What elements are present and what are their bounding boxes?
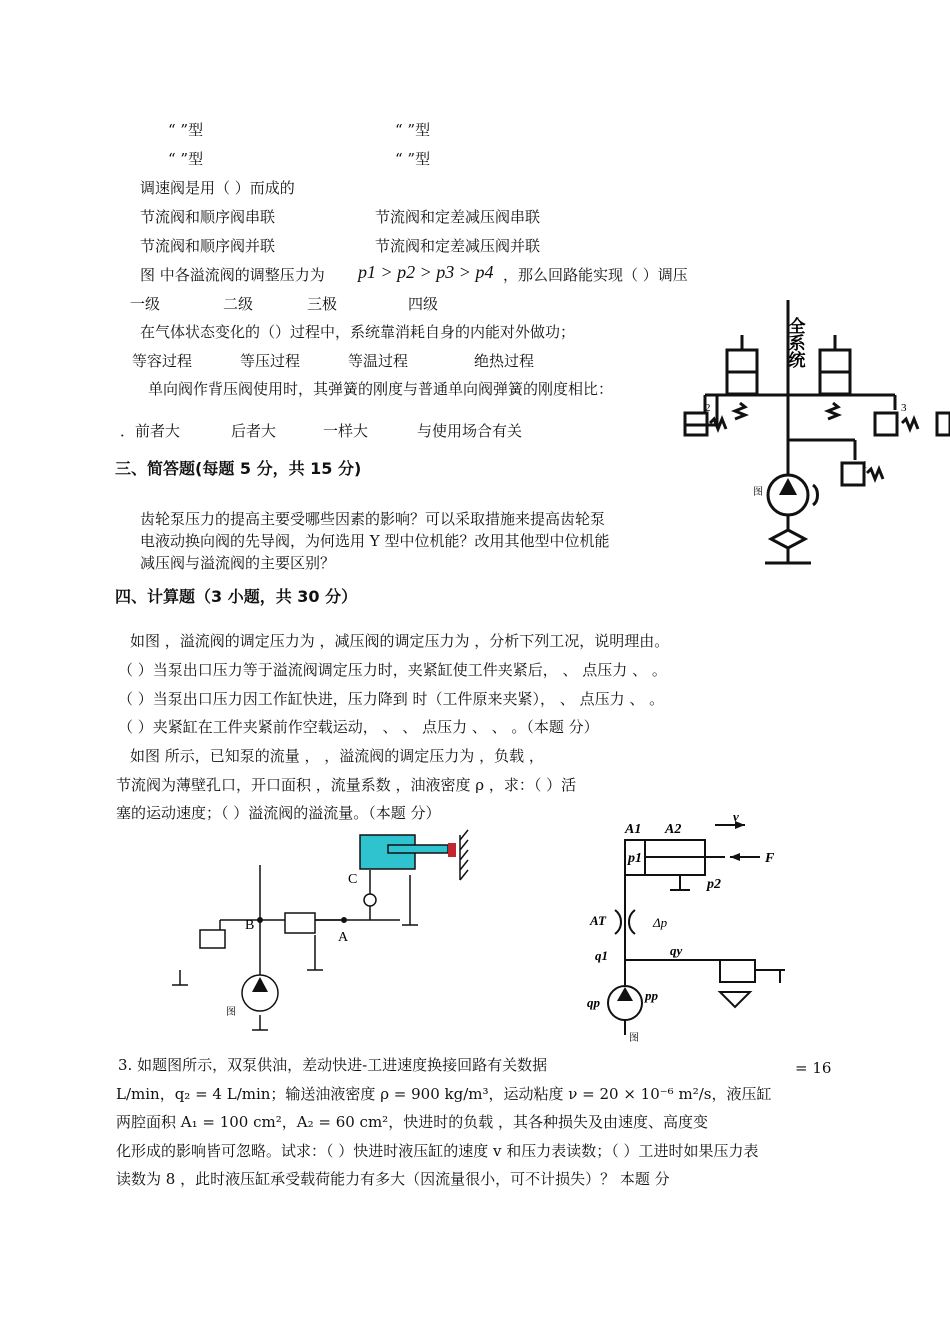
var-label: A2	[665, 822, 682, 837]
choice-option: 节流阀和顺序阀并联	[140, 237, 276, 255]
choice-option: 节流阀和定差减压阀并联	[375, 237, 541, 255]
calc-text: 塞的运动速度；（ ）溢流阀的溢流量。（本题 分）	[116, 804, 441, 822]
choice-option: 后者大	[231, 422, 277, 440]
calc-text: 两腔面积 A₁ = 100 cm²，A₂ = 60 cm²，快进时的负载 ，其各种损失及由速度、高度变	[116, 1113, 708, 1131]
choice-option: 四级	[408, 295, 439, 313]
question-stem: 单向阀作背压阀使用时，其弹簧的刚度与普通单向阀弹簧的刚度相比：	[148, 380, 614, 398]
cylinder-rod	[388, 845, 448, 853]
short-question: 电液动换向阀的先导阀，为何选用 Y 型中位机能？改用其他型中位机能	[140, 532, 610, 550]
point-label: C	[348, 872, 358, 887]
choice-option: 二级	[223, 295, 254, 313]
point-label: B	[245, 918, 255, 933]
choice-option: ．前者大	[120, 422, 181, 440]
question-stem: 图 中各溢流阀的调整压力为	[140, 266, 325, 284]
short-question: 减压阀与溢流阀的主要区别？	[140, 554, 336, 572]
choice-option: 与使用场合有关	[417, 422, 523, 440]
choice-option: “ ”型	[168, 150, 204, 168]
calc-text: （ ）当泵出口压力等于溢流阀调定压力时，夹紧缸使工件夹紧后， 、 点压力 、 。	[118, 661, 667, 679]
var-label: Δp	[653, 915, 668, 930]
var-label: v	[733, 815, 739, 824]
calc-text: L/min，q₂ = 4 L/min；输送油液密度 ρ = 900 kg/m³，运动粘度 ν = 20 × 10⁻⁶ m²/s，液压缸	[116, 1085, 772, 1103]
calc-text: 化形成的影响皆可忽略。试求：（ ）快进时液压缸的速度 v 和压力表读数；（ ）工进时如果压力表	[116, 1142, 759, 1160]
figure-caption: 图	[226, 1007, 236, 1018]
var-label: pp	[645, 988, 658, 1003]
question-stem: 调速阀是用（ ）而成的	[140, 179, 295, 197]
choice-option: 三极	[307, 295, 338, 313]
valve-number: 2	[705, 402, 711, 414]
rod-end	[448, 843, 456, 857]
valve-number: 3	[901, 402, 907, 414]
choice-option: 等压过程	[240, 352, 301, 370]
var-label: q1	[595, 948, 608, 963]
throttle-circuit-figure	[585, 815, 800, 1045]
section-title: 四、计算题（3 小题，共 30 分）	[115, 587, 358, 606]
choice-option: 等温过程	[348, 352, 409, 370]
var-label: p1	[628, 851, 642, 866]
figure-label: 全系统	[785, 317, 805, 368]
choice-option: 一级	[130, 295, 161, 313]
calc-value: = 16	[795, 1059, 832, 1077]
calc-text: 如图 ，溢流阀的调定压力为 ，减压阀的调定压力为 ，分析下列工况，说明理由。	[130, 632, 670, 650]
choice-option: “ ”型	[395, 150, 431, 168]
calc-text: 读数为 8 ，此时液压缸承受载荷能力有多大（因流量很小，可不计损失）？ 本题 分	[116, 1170, 670, 1188]
choice-option: 节流阀和定差减压阀串联	[375, 208, 541, 226]
calc-text: 3. 如题图所示，双泵供油，差动快进-工进速度换接回路有关数据	[118, 1056, 548, 1074]
var-label: qp	[587, 995, 600, 1010]
calc-text: 节流阀为薄壁孔口，开口面积 ，流量系数 ，油液密度 ρ ，求：（ ）活	[116, 776, 577, 794]
var-label: p2	[707, 877, 721, 892]
var-label: F	[765, 851, 775, 866]
choice-option: “ ”型	[395, 121, 431, 139]
point-label: A	[338, 930, 349, 945]
short-question: 齿轮泵压力的提高主要受哪些因素的影响？可以采取措施来提高齿轮泵	[140, 510, 606, 528]
figure-caption: 图	[629, 1033, 639, 1044]
section-title: 三、简答题(每题 5 分，共 15 分)	[115, 459, 362, 478]
question-stem-end: ，那么回路能实现（ ）调压	[503, 266, 688, 284]
valve-number: 1	[862, 459, 868, 471]
relief-system-figure	[665, 295, 950, 575]
var-label: A1	[625, 822, 642, 837]
choice-option: “ ”型	[168, 121, 204, 139]
choice-option: 绝热过程	[474, 352, 535, 370]
calc-text: （ ）夹紧缸在工件夹紧前作空载运动， 、 、 点压力 、 、 。（本题 分）	[118, 718, 599, 736]
clamping-circuit-figure	[160, 825, 500, 1040]
calc-text: 如图 所示，已知泵的流量 ， ，溢流阀的调定压力为 ，负载 ，	[130, 747, 544, 765]
var-label: AT	[590, 913, 606, 928]
choice-option: 一样大	[323, 422, 369, 440]
question-stem: 在气体状态变化的（）过程中，系统靠消耗自身的内能对外做功；	[140, 323, 576, 341]
calc-text: （ ）当泵出口压力因工作缸快进，压力降到 时（工件原来夹紧）， 、 点压力 、 。	[118, 690, 665, 708]
pressure-inequality: p1 > p2 > p3 > p4	[358, 262, 494, 282]
choice-option: 等容过程	[132, 352, 193, 370]
figure-caption: 图	[753, 487, 763, 498]
choice-option: 节流阀和顺序阀串联	[140, 208, 276, 226]
var-label: qy	[670, 943, 683, 958]
